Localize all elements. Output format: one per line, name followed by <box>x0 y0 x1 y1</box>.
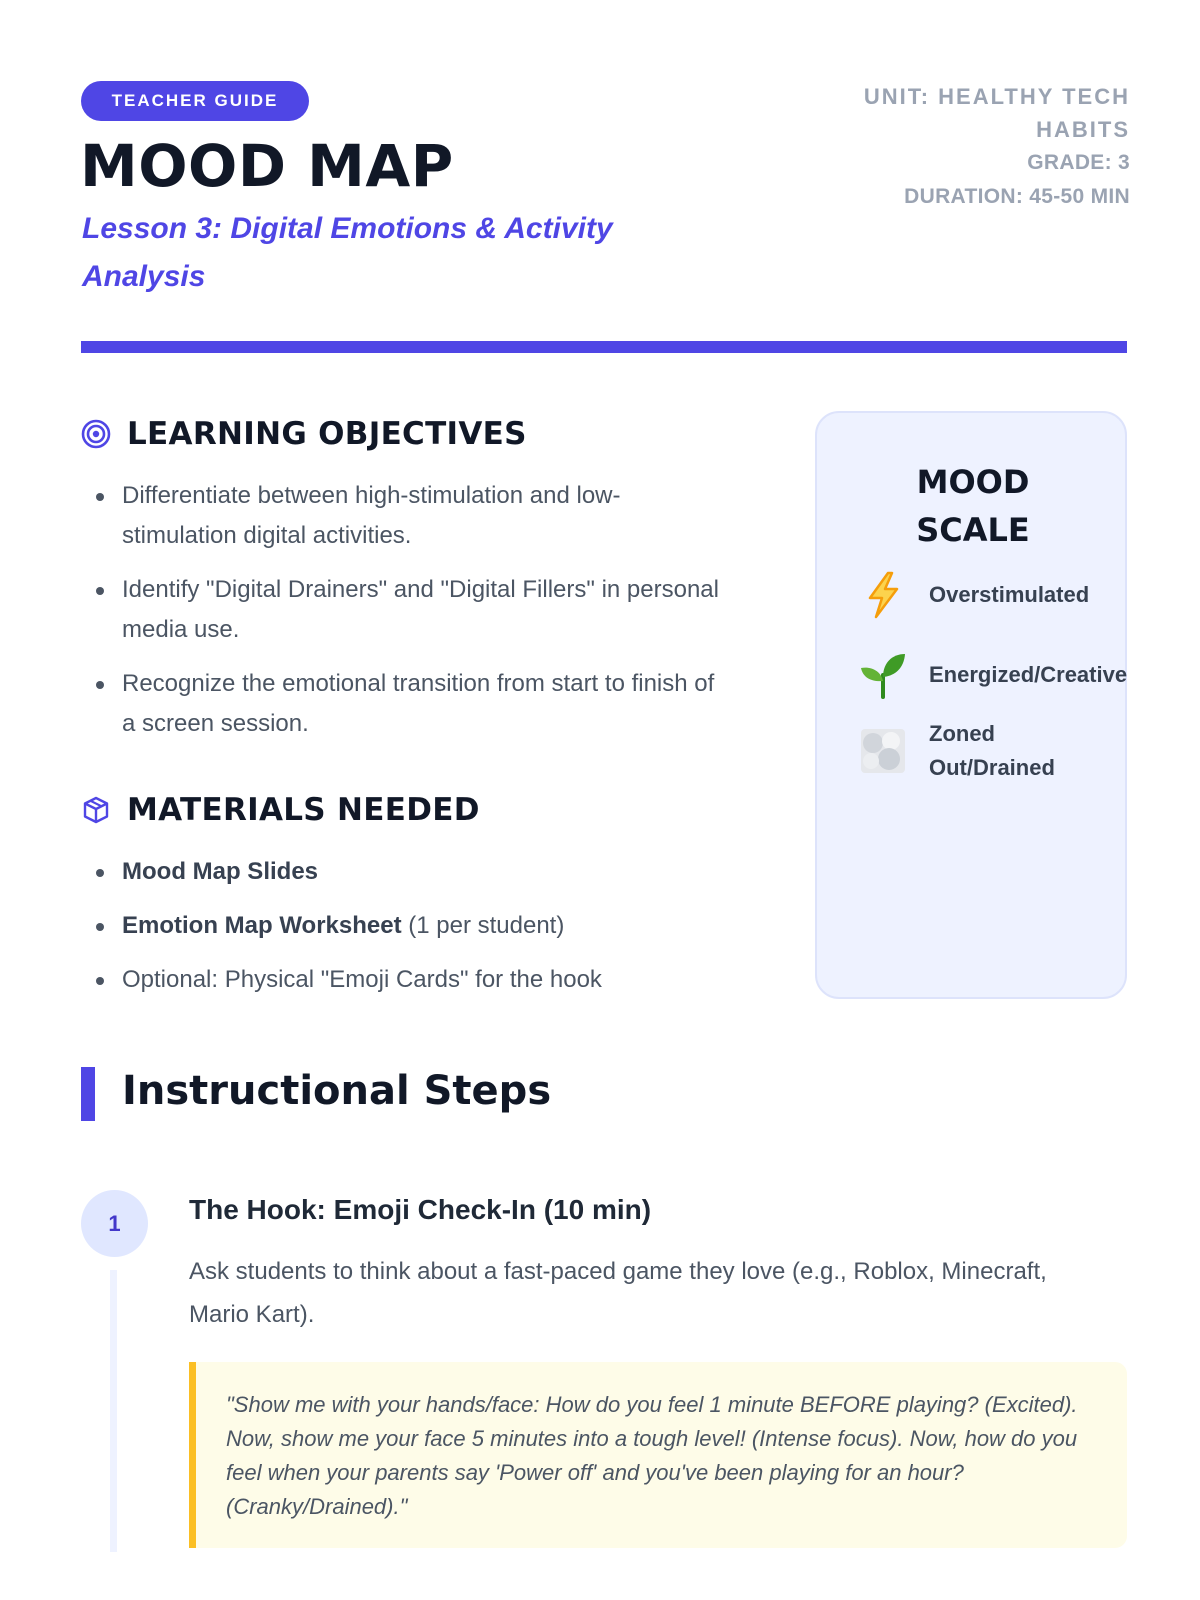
list-item <box>96 960 726 1000</box>
lesson-subtitle: Lesson 3: Digital Emotions & Activity Analysis <box>82 212 613 293</box>
materials-list <box>96 852 726 1014</box>
list-item: Identify "Digital Drainers" and "Digital Fillers" in personal media use. <box>96 570 726 650</box>
header-divider <box>81 341 1127 353</box>
step-number-badge: 1 <box>81 1190 148 1257</box>
teacher-guide-badge: TEACHER GUIDE <box>81 81 309 121</box>
steps-heading: Instructional Steps <box>122 1068 552 1114</box>
list-item <box>96 852 726 892</box>
list-item <box>96 906 726 946</box>
mood-label: Overstimulated <box>929 582 1090 607</box>
mood-scale-title <box>817 458 1129 554</box>
objectives-heading: LEARNING OBJECTIVES <box>127 416 527 452</box>
objectives-list <box>96 476 726 758</box>
material-note: Optional: Physical "Emoji Cards" for the hook <box>122 966 602 993</box>
mood-label: Energized/Creative <box>929 662 1128 687</box>
box-icon <box>81 795 111 825</box>
mood-item-zoned-out <box>859 717 1079 785</box>
objectives-header <box>81 416 527 452</box>
list-item: Recognize the emotional transition from start to finish of a screen session. <box>96 664 726 744</box>
material-name: Emotion Map Worksheet <box>122 912 402 939</box>
step-title: The Hook: Emoji Check-In (10 min) <box>189 1194 652 1225</box>
page-title: MOOD MAP <box>80 132 454 200</box>
lesson-meta <box>790 80 1130 214</box>
teacher-script-quote: "Show me with your hands/face: How do you feel 1 minute BEFORE playing? (Excited). Now, show me your face 5 minutes into a tough level! (Intense focus). Now, how do you feel when your parents say 'Power off' and you've been playing for an hour? (Cranky/Drained)." <box>189 1362 1127 1548</box>
fog-icon <box>859 727 907 775</box>
material-note: (1 per student) <box>401 912 565 939</box>
step-timeline-line <box>110 1270 117 1552</box>
mood-label: Zoned Out/Drained <box>929 721 1055 780</box>
grade-label: GRADE: 3 <box>1027 151 1130 174</box>
mood-title-line: MOOD <box>916 463 1030 501</box>
list-item: Differentiate between high-stimulation and low-stimulation digital activities. <box>96 476 726 556</box>
mood-item-overstimulated <box>859 571 1089 619</box>
mood-item-energized <box>859 651 1127 699</box>
mood-scale-card <box>815 411 1127 999</box>
unit-label: UNIT: HEALTHY TECH HABITS <box>863 84 1130 142</box>
materials-header <box>81 792 480 828</box>
mood-title-line: SCALE <box>916 511 1030 549</box>
duration-label: DURATION: 45-50 MIN <box>904 185 1130 208</box>
lightning-icon <box>859 571 907 619</box>
step-description: Ask students to think about a fast-paced game they love (e.g., Roblox, Minecraft, Mario Kart). <box>189 1258 1047 1328</box>
seedling-icon <box>859 651 907 699</box>
steps-accent-bar <box>81 1067 95 1121</box>
materials-heading: MATERIALS NEEDED <box>127 792 480 828</box>
target-icon <box>81 419 111 449</box>
material-name: Mood Map Slides <box>122 858 319 885</box>
